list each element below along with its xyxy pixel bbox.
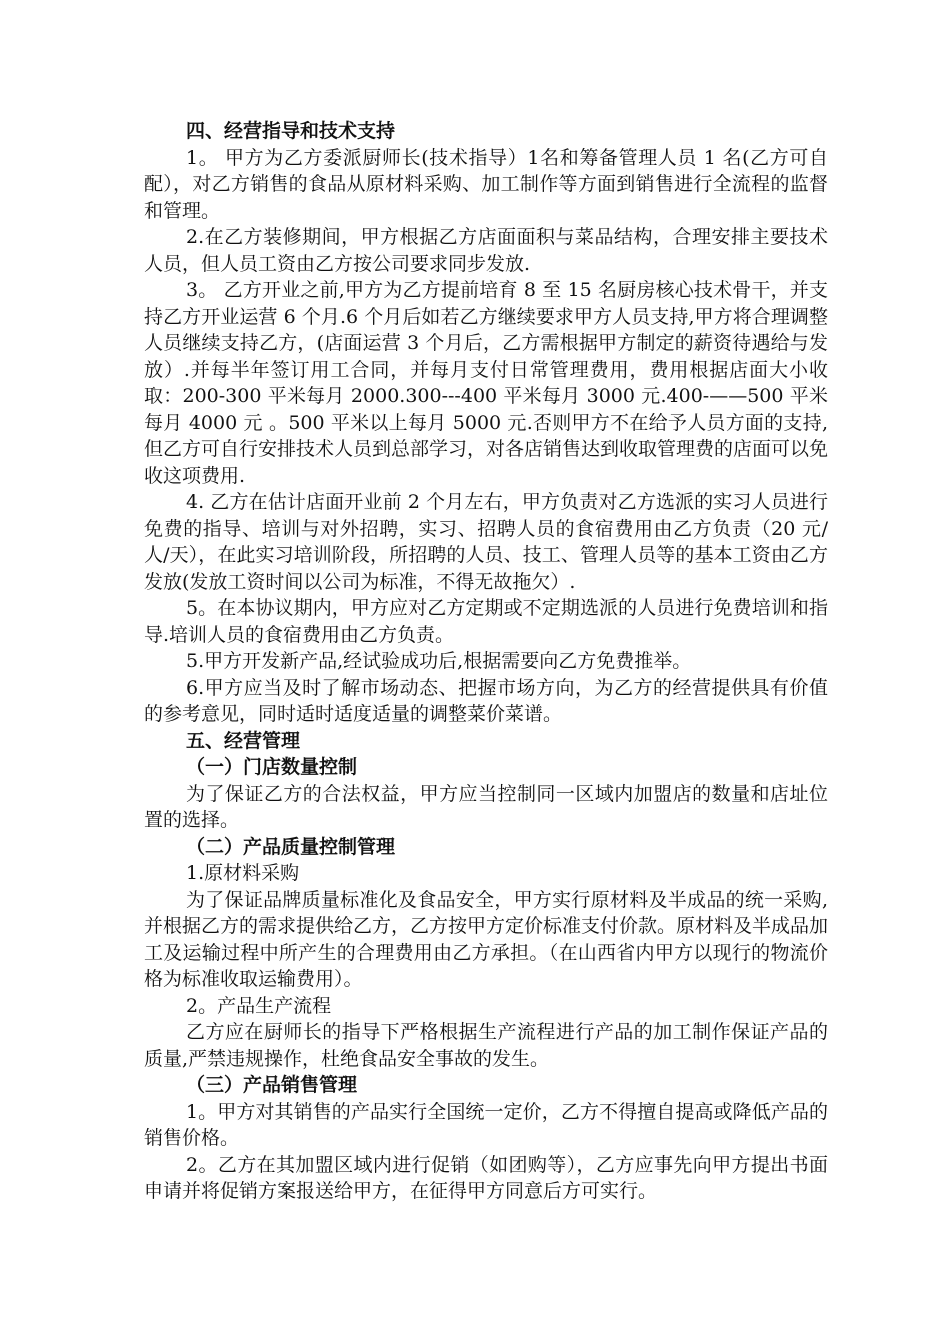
section-4-item-3: 3。 乙方开业之前,甲方为乙方提前培育 8 至 15 名厨房核心技术骨干，并支持乙方开业运营 6 个月.6 个月后如若乙方继续要求甲方人员支持,甲方将合理调整人员继续支持乙方，(店面运营 3 个月后，乙方需根据甲方制定的薪资待遇给与发放）.并每半年签订用工合同，并每月支付日常管理费用，费用根据店面大小收取：200-300 平米每月 2000.300---400 平米每月 3000 元.400-——500 平米每月 4000 元 。500 平米以上每月 5000 元.否则甲方不在给予人员方面的支持,但乙方可自行安排技术人员到总部学习，对各店销售达到收取管理费的店面可以免收这项费用. [144, 279, 829, 487]
production-process-text: 乙方应在厨师长的指导下严格根据生产流程进行产品的加工制作保证产品的质量,严禁违规操作，杜绝食品安全事故的发生。 [144, 1021, 828, 1070]
quality-control-heading: （二）产品质量控制管理 [186, 835, 396, 858]
section-4-heading: 四、经营指导和技术支持 [186, 120, 396, 142]
section-4-item-2: 2.在乙方装修期间，甲方根据乙方店面面积与菜品结构，合理安排主要技术人员，但人员工资由乙方按公司要求同步发放. [144, 226, 828, 275]
section-4-item-7: 6.甲方应当及时了解市场动态、把握市场方向，为乙方的经营提供具有价值的参考意见，同时适时适度适量的调整菜价菜谱。 [144, 676, 828, 725]
section-4-item-4: 4. 乙方在估计店面开业前 2 个月左右，甲方负责对乙方选派的实习人员进行免费的指导、培训与对外招聘，实习、招聘人员的食宿费用由乙方负责（20 元/人/天），在此实习培训阶段，所招聘的人员、技工、管理人员等的基本工资由乙方发放(发放工资时间以公司为标准，不得无故拖欠）. [144, 491, 828, 593]
section-5-heading: 五、经营管理 [186, 729, 301, 752]
production-process-title: 2。产品生产流程 [186, 994, 332, 1017]
store-count-text: 为了保证乙方的合法权益，甲方应当控制同一区域内加盟店的数量和店址位置的选择。 [144, 782, 828, 831]
raw-material-text: 为了保证品牌质量标准化及食品安全，甲方实行原材料及半成品的统一采购,并根据乙方的需求提供给乙方，乙方按甲方定价标准支付价款。原材料及半成品加工及运输过程中所产生的合理费用由乙方承担。（在山西省内甲方以现行的物流价格为标准收取运输费用）。 [144, 888, 829, 990]
sales-management-item-1: 1。甲方对其销售的产品实行全国统一定价，乙方不得擅自提高或降低产品的销售价格。 [144, 1100, 828, 1149]
raw-material-title: 1.原材料采购 [186, 862, 300, 884]
section-4-item-6: 5.甲方开发新产品,经试验成功后,根据需要向乙方免费推举。 [186, 650, 692, 672]
section-4-item-1: 1。 甲方为乙方委派厨师长(技术指导）1名和筹备管理人员 1 名(乙方可自配），对乙方销售的食品从原材料采购、加工制作等方面到销售进行全流程的监督和管理。 [144, 146, 828, 222]
sales-management-heading: （三）产品销售管理 [186, 1074, 358, 1096]
document-page [144, 118, 828, 1205]
section-4-item-5: 5。在本协议期内，甲方应对乙方定期或不定期选派的人员进行免费培训和指导.培训人员的食宿费用由乙方负责。 [144, 597, 828, 646]
store-count-heading: （一）门店数量控制 [186, 756, 358, 778]
sales-management-item-2: 2。乙方在其加盟区域内进行促销（如团购等），乙方应事先向甲方提出书面申请并将促销方案报送给甲方，在征得甲方同意后方可实行。 [144, 1153, 828, 1202]
